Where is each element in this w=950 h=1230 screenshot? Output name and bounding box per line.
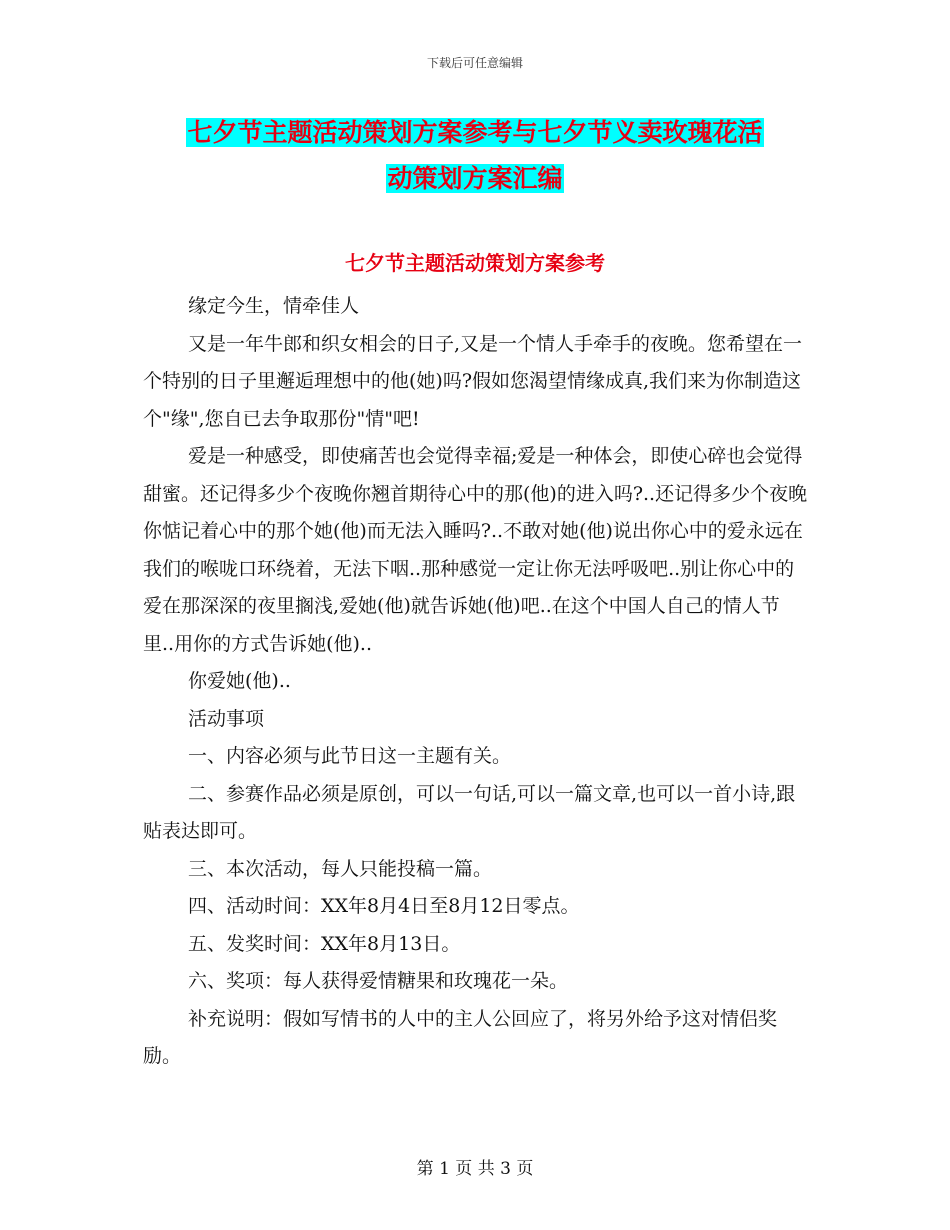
body-text	[143, 288, 808, 1076]
list-item-3: 三、本次活动，每人只能投稿一篇。	[188, 857, 493, 880]
list-item-5: 五、发奖时间：XX年8月13日。	[188, 932, 461, 955]
paragraph-supplement: 补充说明：假如写情书的人中的主人公回应了，将另外给予这对情侣奖励。	[143, 1007, 778, 1067]
list-item-1: 一、内容必须与此节日这一主题有关。	[188, 745, 512, 767]
title-line-1-text: 七夕节主题活动策划方案参考与七夕节义卖玫瑰花活	[187, 118, 763, 147]
title-line-1	[0, 110, 950, 156]
list-item-2: 二、参赛作品必须是原创，可以一句话,可以一篇文章,也可以一首小诗,跟贴表达即可。	[143, 782, 796, 842]
paragraph-subtitle: 缘定今生，情牵佳人	[188, 295, 360, 317]
title-line-2-text: 动策划方案汇编	[387, 164, 563, 193]
paragraph-love: 爱是一种感受，即使痛苦也会觉得幸福;爱是一种体会，即使心碎也会觉得甜蜜。还记得多少个夜晚你翘首期待心中的那(他)的进入吗?..还记得多少个夜晚你惦记着心中的那个她(他)而无法入睡吗?..不敢对她(他)说出你心中的爱永远在我们的喉咙口环绕着，无法下咽..那种感觉一定让你无法呼吸吧..别让你心中的爱在那深深的夜里搁浅,爱她(他)就告诉她(他)吧..在这个中国人自己的情人节里..用你的方式告诉她(他)..	[143, 445, 808, 655]
list-item-4: 四、活动时间：XX年8月4日至8月12日零点。	[188, 895, 580, 917]
paragraph-you-love: 你爱她(他)..	[188, 670, 291, 692]
paragraph-heading-items: 活动事项	[188, 707, 265, 730]
section-title: 七夕节主题活动策划方案参考	[345, 251, 605, 275]
header-note: 下载后可任意编辑	[426, 56, 523, 70]
page-footer: 第 1 页 共 3 页	[416, 1159, 534, 1179]
document-title	[0, 110, 950, 202]
list-item-6: 六、奖项：每人获得爱情糖果和玫瑰花一朵。	[188, 970, 569, 992]
title-line-2	[0, 156, 950, 202]
paragraph-intro: 又是一年牛郎和织女相会的日子,又是一个情人手牵手的夜晚。您希望在一个特别的日子里邂逅理想中的他(她)吗?假如您渴望情缘成真,我们来为你制造这个"缘",您自已去争取那份"情"吧!	[143, 332, 803, 430]
